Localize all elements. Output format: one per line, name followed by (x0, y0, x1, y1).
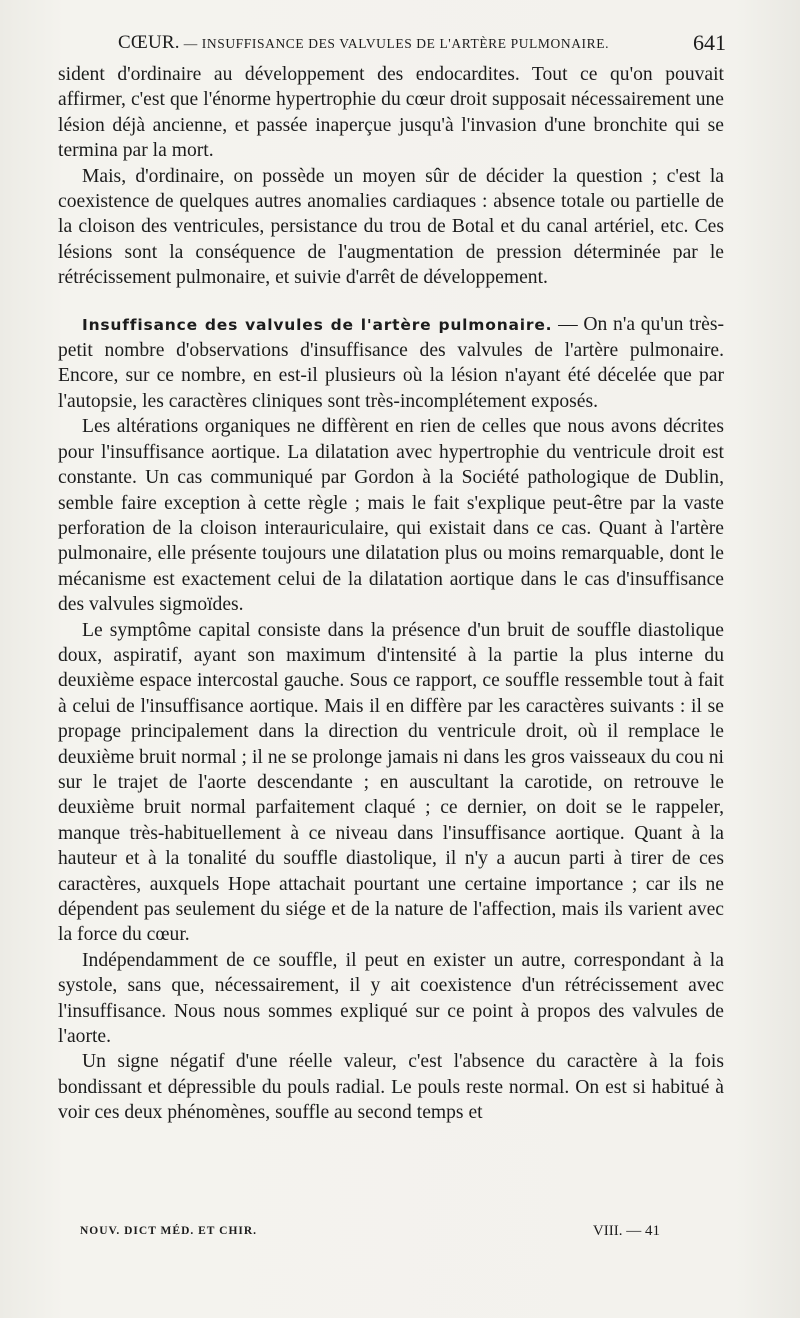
footer-volume: VIII. — 41 (592, 1223, 660, 1239)
header-title (118, 32, 609, 54)
section-heading: Insuffisance des valvules de l'artère pulmonaire. (82, 315, 553, 334)
page-footer (80, 1223, 660, 1245)
paragraph: Indépendamment de ce souffle, il peut en exister un autre, correspondant à la systole, sans que, nécessairement, il y ait coexistence d'un rétrécissement avec l'insuffisance. Nous nous sommes expliqué sur ce point à propos des valvules de l'aorte. (58, 949, 724, 1048)
paragraph: Mais, d'ordinaire, on possède un moyen sûr de décider la question ; c'est la coexistence de quelques autres anomalies cardiaques : absence totale ou partielle de la cloison des ventricules, persistance du trou de Botal et du canal artériel, etc. Ces lésions sont la conséquence de l'augmentation de pression déterminée par le rétrécissement pulmonaire, et suivie d'arrêt de développement. (58, 165, 724, 289)
header-title-main: CŒUR. (118, 32, 180, 53)
footer-signature: NOUV. DICT MÉD. ET CHIR. (80, 1225, 258, 1237)
section-paragraph (58, 312, 724, 415)
header-title-rest: — INSUFFISANCE DES VALVULES DE L'ARTÈRE PULMONAIRE. (179, 36, 610, 51)
paragraph: Le symptôme capital consiste dans la présence d'un bruit de souffle diastolique doux, aspiratif, ayant son maximum d'intensité à la partie la plus interne du deuxième espace intercostal gauche. Sous ce rapport, ce souffle ressemble tout à fait à celui de l'insuffisance aortique. Mais il en diffère par les caractères suivants : il se propage principalement dans la direction du ventricule droit, où il remplace le deuxième bruit normal ; il ne se prolonge jamais ni dans les gros vaisseaux du cou ni sur le trajet de l'aorte descendante ; en auscultant la carotide, on retrouve le deuxième bruit normal parfaitement claqué ; ce dernier, on doit se le rappeler, manque très-habituellement à ce niveau dans l'insuffisance aortique. Quant à la hauteur et à la tonalité du souffle diastolique, il n'y a aucun parti à tirer de ces caractères, auxquels Hope attachait pourtant une certaine importance ; car ils ne dépendent pas seulement du siége et de la nature de l'affection, mais ils varient avec la force du cœur. (58, 619, 724, 946)
body-text (58, 62, 724, 1126)
paragraph: Les altérations organiques ne diffèrent en rien de celles que nous avons décrites pour l'insuffisance aortique. La dilatation avec hypertrophie du ventricule droit est constante. Un cas communiqué par Gordon à la Société pathologique de Dublin, semble faire exception à cette règle ; mais le fait s'explique peut-être par la vaste perforation de la cloison interauriculaire, qui existait dans ce cas. Quant à l'artère pulmonaire, elle présente toujours une dilatation plus ou moins remarquable, dont le mécanisme est exactement celui de la dilatation aortique dans le cas d'insuffisance des valvules sigmoïdes. (58, 416, 724, 616)
page-number: 641 (693, 30, 726, 55)
section-spacer (58, 291, 724, 312)
paragraph: sident d'ordinaire au développement des endocardites. Tout ce qu'on pouvait affirmer, c'est que l'énorme hypertrophie du cœur droit supposait nécessairement une lésion déjà ancienne, et passée inaperçue jusqu'à l'invasion d'une bronchite qui se termina par la mort. (58, 64, 724, 162)
section-lead-text: — On n'a qu'un très-petit nombre d'observations d'insuffisance des valvules de l'artère pulmonaire. Encore, sur ce nombre, en est-il plusieurs où la lésion n'ayant été décelée que par l'autopsie, les caractères cliniques sont très-incomplétement exposés. (58, 313, 724, 412)
paragraph: Un signe négatif d'une réelle valeur, c'est l'absence du caractère à la fois bondissant et dépressible du pouls radial. Le pouls reste normal. On est si habitué à voir ces deux phénomènes, souffle au second temps et (58, 1051, 724, 1124)
running-header (58, 28, 730, 58)
